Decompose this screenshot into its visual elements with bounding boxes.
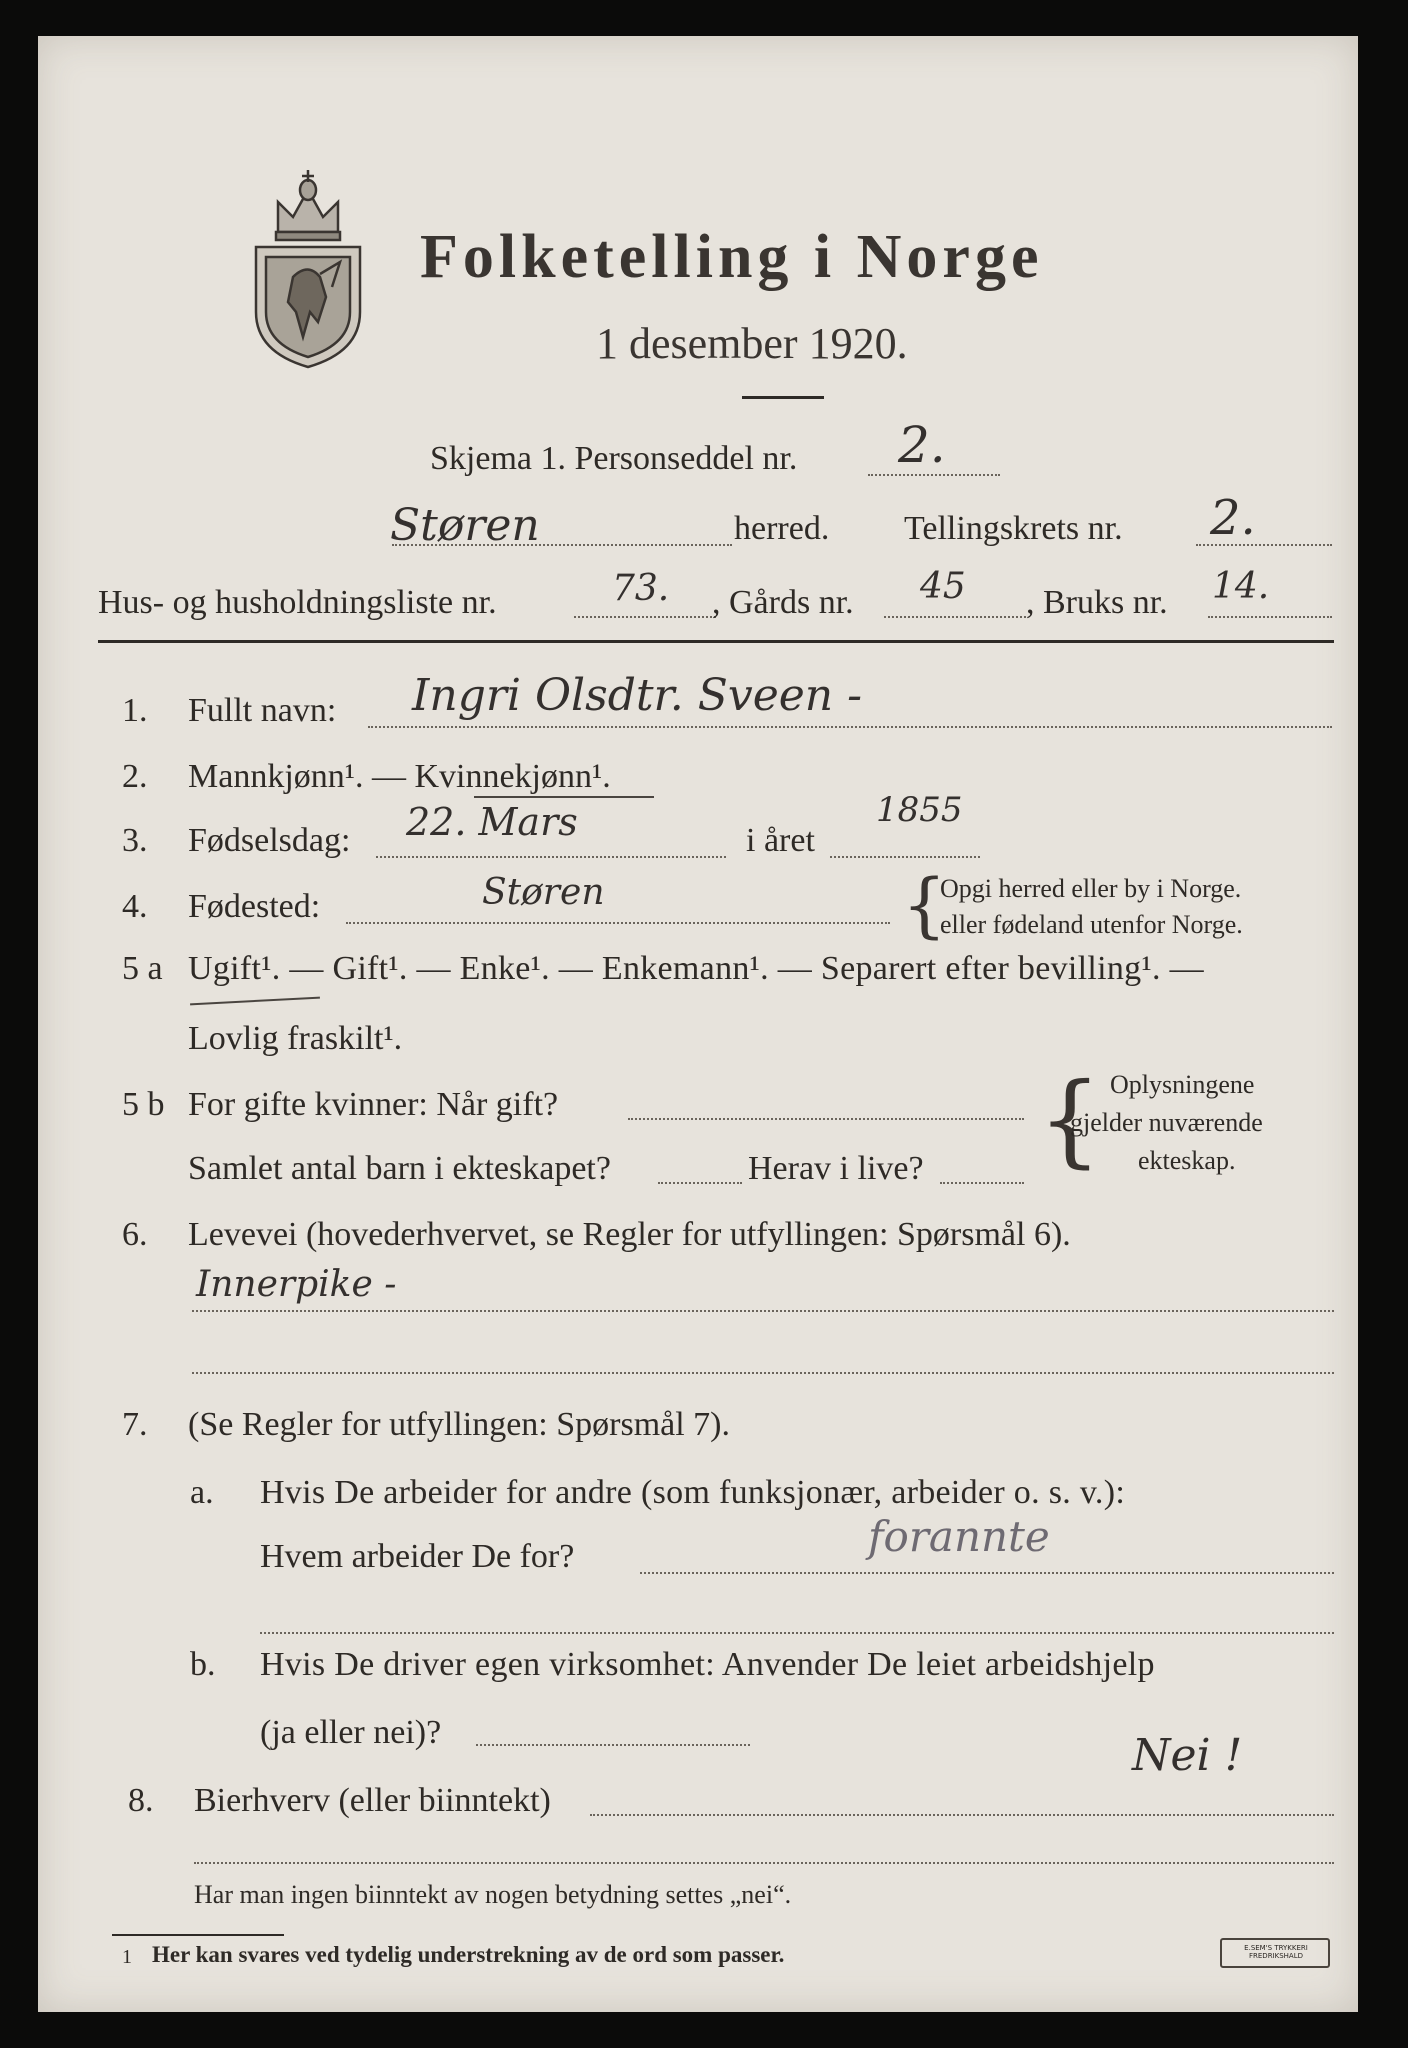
q4-line xyxy=(346,922,890,924)
gards-line xyxy=(884,616,1026,618)
q2-underline xyxy=(474,796,654,798)
tellingskrets-value: 2. xyxy=(1210,490,1256,546)
q5b-line-3 xyxy=(940,1182,1024,1184)
q5b-line-1 xyxy=(628,1118,1024,1120)
q1-label: Fullt navn: xyxy=(188,692,337,729)
q2-number: 2. xyxy=(122,758,148,795)
tellingskrets-label: Tellingskrets nr. xyxy=(904,510,1123,547)
q5b-label-3: Herav i live? xyxy=(748,1150,924,1187)
q4-note-1: Opgi herred eller by i Norge. xyxy=(940,874,1242,903)
q5b-note-1: Oplysningene xyxy=(1110,1070,1255,1099)
q1-answer: Ingri Olsdtr. Sveen - xyxy=(412,670,862,721)
q7a-number: a. xyxy=(190,1474,214,1511)
q6-label: Levevei (hovederhvervet, se Regler for utfyllingen: Spørsmål 6). xyxy=(188,1216,1071,1253)
q7-number: 7. xyxy=(122,1406,148,1443)
q4-note-2: eller fødeland utenfor Norge. xyxy=(940,910,1243,939)
q6-line-1 xyxy=(192,1310,1334,1312)
q7b-line xyxy=(476,1744,750,1746)
q7-label: (Se Regler for utfyllingen: Spørsmål 7). xyxy=(188,1406,731,1443)
q3-year-line xyxy=(830,856,980,858)
q4-label: Fødested: xyxy=(188,888,321,925)
q3-answer: 22. Mars xyxy=(406,800,578,844)
q5a-line-2: Lovlig fraskilt¹. xyxy=(188,1020,403,1057)
footnote-number: 1 xyxy=(122,1946,132,1968)
q3-label: Fødselsdag: xyxy=(188,822,351,859)
q3-year-label: i året xyxy=(746,822,815,859)
footer-note: Har man ingen biinntekt av nogen betydning settes „nei“. xyxy=(194,1880,792,1909)
title-divider xyxy=(742,396,824,399)
q5b-note-3: ekteskap. xyxy=(1138,1146,1236,1175)
footnote-rule xyxy=(112,1934,284,1936)
form-subtitle: 1 desember 1920. xyxy=(596,319,908,368)
q3-year-answer: 1855 xyxy=(876,790,963,830)
q8-line xyxy=(590,1814,1334,1816)
schema-label: Skjema 1. Personseddel nr. xyxy=(430,440,798,477)
q5a-line-1: Ugift¹. — Gift¹. — Enke¹. — Enkemann¹. — Separert efter bevilling¹. — xyxy=(188,950,1204,987)
q7a-answer: forannte xyxy=(868,1512,1050,1561)
q8-line-extra xyxy=(194,1862,1334,1864)
footnote-text: Her kan svares ved tydelig understrekning av de ord som passer. xyxy=(152,1942,785,1967)
gards-label: , Gårds nr. xyxy=(712,584,854,621)
hus-label: Hus- og husholdningsliste nr. xyxy=(98,584,497,621)
q5b-number: 5 b xyxy=(122,1086,165,1123)
q5b-label-1: For gifte kvinner: Når gift? xyxy=(188,1086,559,1123)
form-title: Folketelling i Norge xyxy=(420,223,1044,291)
q6-answer: Innerpike - xyxy=(196,1264,397,1305)
q5b-line-2 xyxy=(658,1182,742,1184)
q5b-label-2: Samlet antal barn i ekteskapet? xyxy=(188,1150,611,1187)
q7b-line-2: (ja eller nei)? xyxy=(260,1714,442,1751)
q7a-line-extra xyxy=(260,1632,1334,1634)
q8-answer: Nei ! xyxy=(1132,1730,1243,1781)
coat-of-arms-icon xyxy=(248,162,368,372)
q2-label: Mannkjønn¹. — Kvinnekjønn¹. xyxy=(188,758,611,795)
q8-number: 8. xyxy=(128,1782,154,1819)
q5a-number: 5 a xyxy=(122,950,163,987)
q1-line xyxy=(368,726,1332,728)
q7a-line xyxy=(640,1572,1334,1574)
printer-stamp xyxy=(1220,1938,1330,1968)
bruks-label: , Bruks nr. xyxy=(1026,584,1168,621)
hus-value: 73. xyxy=(612,568,670,609)
bruks-line xyxy=(1208,616,1332,618)
herred-label: herred. xyxy=(734,510,830,547)
q7b-number: b. xyxy=(190,1646,216,1683)
q1-number: 1. xyxy=(122,692,148,729)
gards-value: 45 xyxy=(920,566,966,607)
personseddel-line xyxy=(868,474,1000,476)
q3-number: 3. xyxy=(122,822,148,859)
q7a-line-1: Hvis De arbeider for andre (som funksjonær, arbeider o. s. v.): xyxy=(260,1474,1126,1511)
q7b-line-1: Hvis De driver egen virksomhet: Anvender De leiet arbeidshjelp xyxy=(260,1646,1155,1683)
printer-text: E.SEM'S TRYKKERI FREDRIKSHALD xyxy=(1244,1944,1308,1960)
hus-line xyxy=(574,616,716,618)
q4-answer: Støren xyxy=(482,872,605,913)
header-rule xyxy=(98,640,1334,643)
q5b-note-2: gjelder nuværende xyxy=(1070,1108,1263,1137)
q5b-brace: { xyxy=(1038,1061,1102,1178)
q3-line xyxy=(376,856,726,858)
herred-value: Støren xyxy=(390,500,540,551)
q4-number: 4. xyxy=(122,888,148,925)
q6-number: 6. xyxy=(122,1216,148,1253)
q4-brace: { xyxy=(902,864,947,946)
q6-line-2 xyxy=(192,1372,1334,1374)
bruks-value: 14. xyxy=(1212,566,1270,607)
q7a-line-2: Hvem arbeider De for? xyxy=(260,1538,575,1575)
personseddel-value: 2. xyxy=(898,416,946,474)
q8-label: Bierhverv (eller biinntekt) xyxy=(194,1782,551,1819)
